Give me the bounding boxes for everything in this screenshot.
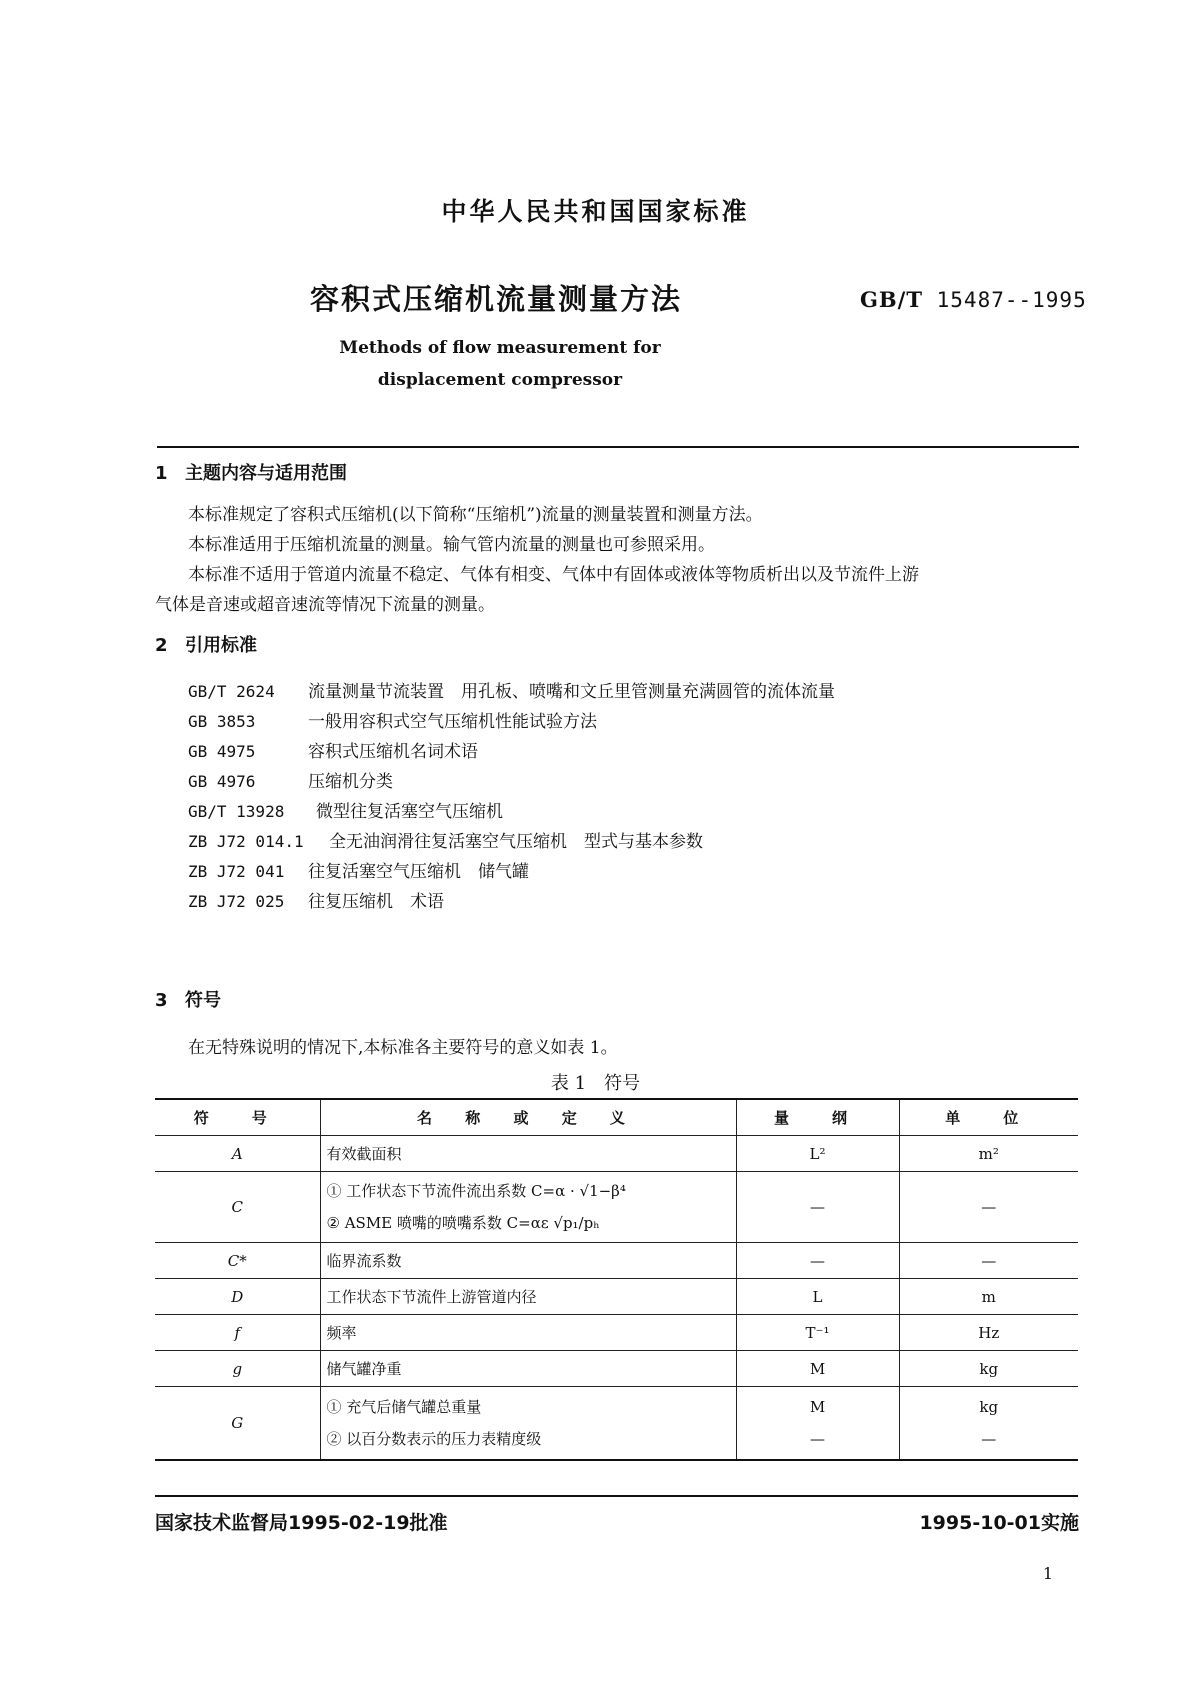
definition-line: ① 工作状态下节流件流出系数 C=α · √1−β⁴ [326, 1182, 626, 1200]
section-3-heading [155, 986, 221, 1012]
header-unit: 单 位 [899, 1099, 1078, 1136]
unit-cell [899, 1387, 1078, 1461]
definition-cell: 工作状态下节流件上游管道内径 [320, 1279, 736, 1315]
section-1-paragraph: 本标准规定了容积式压缩机(以下简称“压缩机”)流量的测量装置和测量方法。 [188, 505, 763, 525]
definition-cell: 临界流系数 [320, 1243, 736, 1279]
reference-title: 全无油润滑往复活塞空气压缩机 型式与基本参数 [329, 832, 703, 852]
reference-title: 往复活塞空气压缩机 储气罐 [308, 862, 529, 882]
definition-cell [320, 1172, 736, 1243]
dimension-cell: T⁻¹ [736, 1315, 899, 1351]
header-dimension: 量 纲 [736, 1099, 899, 1136]
section-1-paragraph: 本标准不适用于管道内流量不稳定、气体有相变、气体中有固体或液体等物质析出以及节流件上游 [188, 565, 919, 585]
definition-cell: 储气罐净重 [320, 1351, 736, 1387]
unit-cell: Hz [899, 1315, 1078, 1351]
section-1-title: 主题内容与适用范围 [185, 463, 347, 484]
dimension-line: — [810, 1430, 825, 1448]
reference-title: 流量测量节流装置 用孔板、喷嘴和文丘里管测量充满圆管的流体流量 [308, 682, 835, 702]
reference-title: 往复压缩机 术语 [308, 892, 444, 912]
table-row [155, 1243, 1078, 1279]
symbol-cell: D [155, 1279, 320, 1315]
section-1-number: 1 [155, 463, 168, 484]
dimension-cell: L² [736, 1136, 899, 1172]
reference-title: 微型往复活塞空气压缩机 [316, 802, 503, 822]
unit-cell: — [899, 1243, 1078, 1279]
country-standard-heading: 中华人民共和国国家标准 [441, 197, 750, 226]
symbol-cell: A [155, 1136, 320, 1172]
page-number: 1 [1042, 1564, 1053, 1583]
symbol-cell: G [155, 1387, 320, 1461]
dimension-cell: M [736, 1351, 899, 1387]
dimension-cell: — [736, 1243, 899, 1279]
table-caption: 表 1 符号 [550, 1073, 641, 1094]
symbol-cell: C* [155, 1243, 320, 1279]
section-3-title: 符号 [185, 990, 221, 1011]
reference-item [188, 797, 503, 822]
english-title-line-2: displacement compressor [377, 370, 623, 390]
english-title-line-1: Methods of flow measurement for [339, 338, 661, 358]
standard-code-prefix: GB/T [860, 287, 923, 312]
document-title: 容积式压缩机流量测量方法 [310, 282, 683, 316]
implementation-date: 1995-10-01实施 [919, 1512, 1079, 1534]
reference-code: GB 3853 [188, 712, 256, 731]
symbol-cell: f [155, 1315, 320, 1351]
table-row [155, 1387, 1078, 1461]
reference-code: ZB J72 025 [188, 892, 285, 911]
reference-code: GB/T 13928 [188, 802, 285, 821]
reference-title: 容积式压缩机名词术语 [308, 742, 478, 762]
section-3-number: 3 [155, 990, 168, 1011]
unit-cell: kg [899, 1351, 1078, 1387]
reference-item [188, 677, 835, 702]
reference-code: GB 4975 [188, 742, 256, 761]
reference-item [188, 887, 444, 912]
header-definition: 名 称 或 定 义 [320, 1099, 736, 1136]
definition-line: ② 以百分数表示的压力表精度级 [326, 1430, 542, 1448]
dimension-cell [736, 1387, 899, 1461]
symbols-table [155, 1098, 1078, 1461]
unit-cell: m [899, 1279, 1078, 1315]
unit-cell: m² [899, 1136, 1078, 1172]
symbol-cell: g [155, 1351, 320, 1387]
section-3-intro: 在无特殊说明的情况下,本标准各主要符号的意义如表 1。 [188, 1038, 618, 1058]
dimension-line: M [809, 1398, 826, 1416]
reference-title: 一般用容积式空气压缩机性能试验方法 [308, 712, 597, 732]
table-row [155, 1279, 1078, 1315]
table-row [155, 1315, 1078, 1351]
reference-item [188, 857, 529, 882]
reference-code: GB 4976 [188, 772, 256, 791]
standard-code-number: 15487--1995 [936, 288, 1087, 312]
table-row [155, 1172, 1078, 1243]
symbol-cell: C [155, 1172, 320, 1243]
section-2-number: 2 [155, 635, 168, 656]
section-1-paragraph: 气体是音速或超音速流等情况下流量的测量。 [155, 595, 495, 615]
table-row [155, 1136, 1078, 1172]
approval-info: 国家技术监督局1995-02-19批准 [155, 1512, 448, 1534]
reference-item [188, 767, 393, 792]
reference-code: ZB J72 014.1 [188, 832, 304, 851]
standard-code [860, 287, 1087, 312]
definition-cell [320, 1387, 736, 1461]
definition-cell: 有效截面积 [320, 1136, 736, 1172]
definition-line: ② ASME 喷嘴的喷嘴系数 C=αε √p₁/pₕ [326, 1214, 600, 1232]
reference-title: 压缩机分类 [308, 772, 393, 792]
dimension-cell: L [736, 1279, 899, 1315]
definition-cell: 频率 [320, 1315, 736, 1351]
header-divider [157, 446, 1079, 448]
table-header-row [155, 1099, 1078, 1136]
definition-line: ① 充气后储气罐总重量 [326, 1398, 482, 1416]
reference-code: GB/T 2624 [188, 682, 275, 701]
footer-divider [155, 1495, 1078, 1497]
section-1-heading [155, 459, 347, 485]
header-symbol: 符 号 [155, 1099, 320, 1136]
dimension-cell: — [736, 1172, 899, 1243]
section-2-heading [155, 631, 257, 657]
table-row [155, 1351, 1078, 1387]
reference-item [188, 737, 478, 762]
unit-cell: — [899, 1172, 1078, 1243]
reference-code: ZB J72 041 [188, 862, 285, 881]
reference-item [188, 827, 703, 852]
section-2-title: 引用标准 [185, 635, 257, 656]
unit-line: — [981, 1430, 997, 1448]
section-1-paragraph: 本标准适用于压缩机流量的测量。输气管内流量的测量也可参照采用。 [188, 535, 715, 555]
reference-item [188, 707, 597, 732]
unit-line: kg [979, 1398, 999, 1416]
